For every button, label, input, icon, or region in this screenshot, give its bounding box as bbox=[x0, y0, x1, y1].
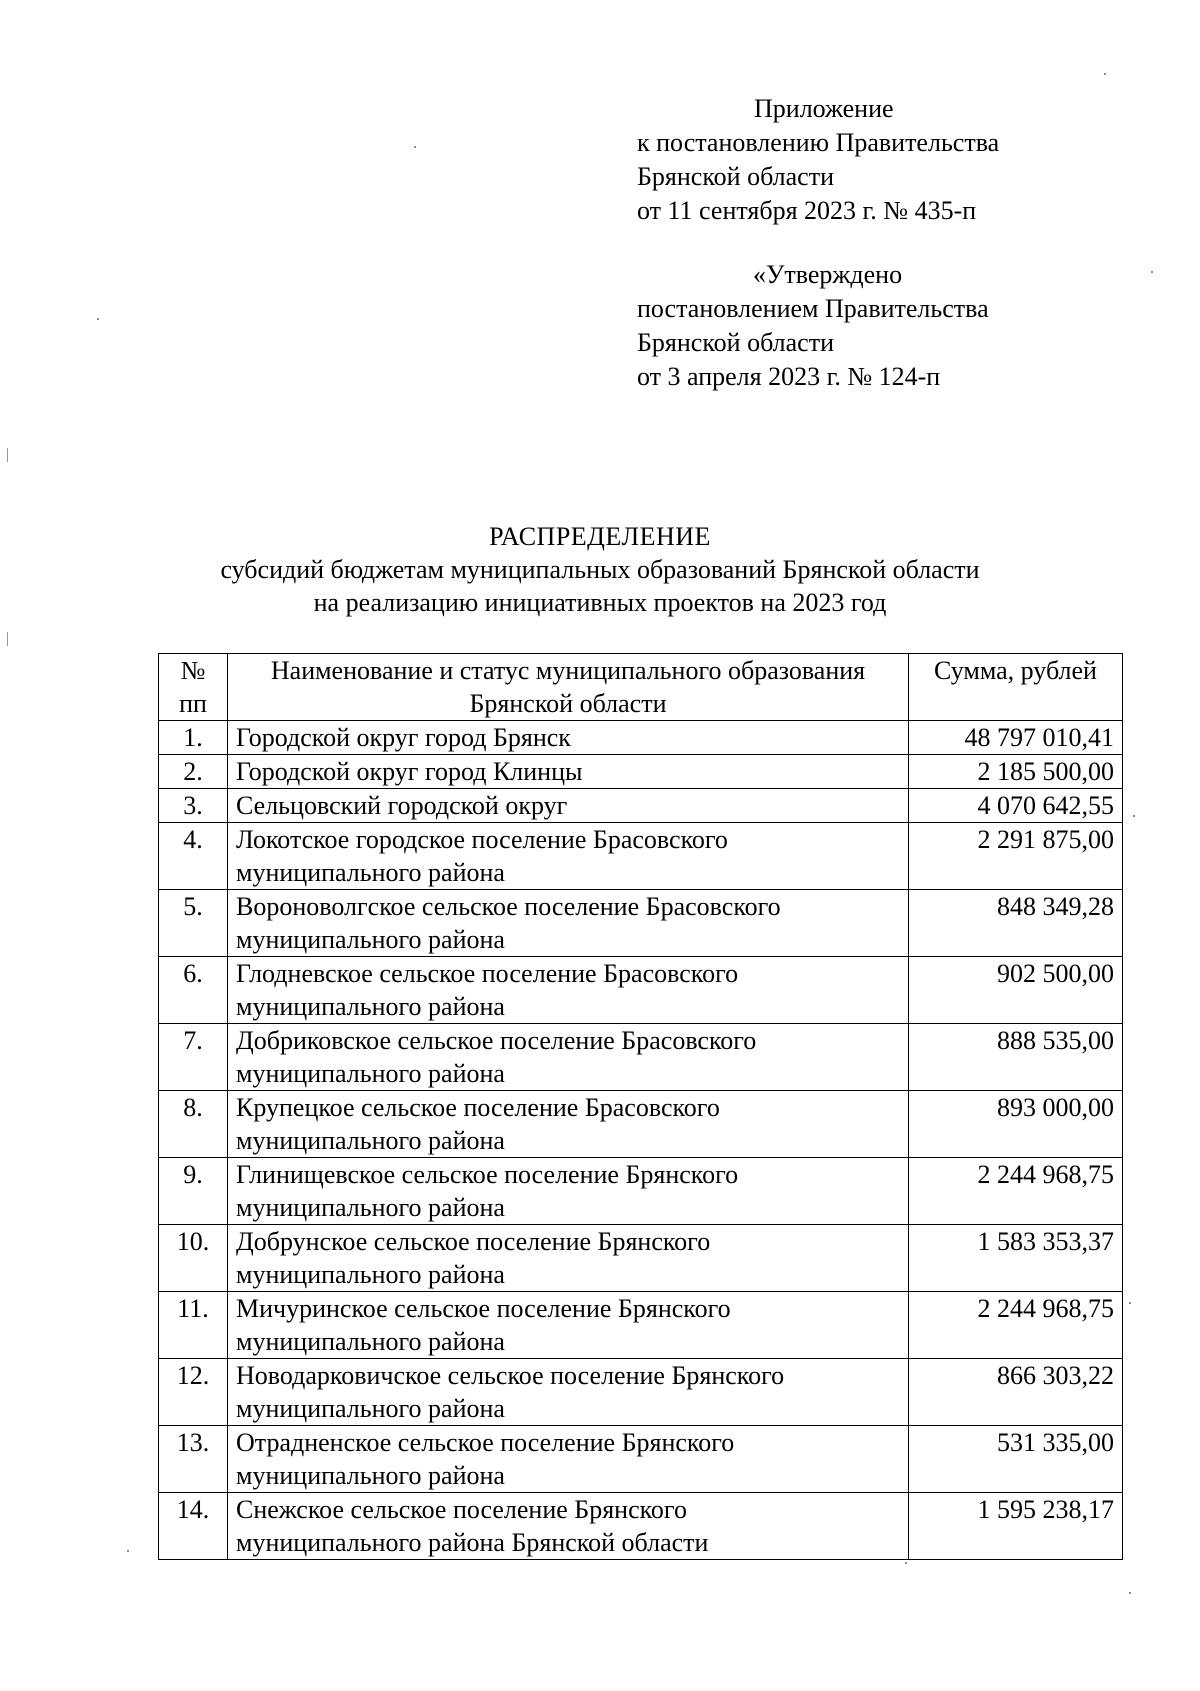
table-row bbox=[159, 1024, 1123, 1091]
table-row bbox=[159, 890, 1123, 957]
scan-speck bbox=[905, 1562, 907, 1564]
row-name-line-1: Крупецкое сельское поселение Брасовского bbox=[236, 1093, 720, 1122]
row-name-cell bbox=[228, 1493, 909, 1560]
row-name-cell bbox=[228, 755, 909, 789]
scan-mark bbox=[7, 632, 8, 646]
row-sum-cell: 2 291 875,00 bbox=[909, 823, 1123, 890]
scan-mark bbox=[7, 448, 8, 462]
row-name-cell bbox=[228, 1091, 909, 1158]
row-sum-cell: 2 244 968,75 bbox=[909, 1292, 1123, 1359]
appendix-line-4: от 11 сентября 2023 г. № 435-п bbox=[637, 196, 977, 225]
row-name-line-2: муниципального района bbox=[236, 1461, 505, 1490]
document-subtitle-1: субсидий бюджетам муниципальных образований Брянской области bbox=[220, 555, 980, 584]
row-name-line-2: муниципального района bbox=[236, 1260, 505, 1289]
row-sum-cell: 2 185 500,00 bbox=[909, 755, 1123, 789]
row-name-line-1: Сельцовский городской округ bbox=[236, 791, 568, 820]
header-num-cell bbox=[159, 654, 228, 721]
appendix-block bbox=[637, 92, 999, 394]
approved-line-3: Брянской области bbox=[637, 328, 834, 357]
row-number-cell: 2. bbox=[159, 755, 228, 789]
header-sum-cell: Сумма, рублей bbox=[909, 654, 1123, 721]
table-row bbox=[159, 1158, 1123, 1225]
row-number-cell: 9. bbox=[159, 1158, 228, 1225]
row-name-line-2: муниципального района bbox=[236, 1327, 505, 1356]
table-row bbox=[159, 1493, 1123, 1560]
row-number-cell: 6. bbox=[159, 957, 228, 1024]
table-row bbox=[159, 721, 1123, 755]
distribution-table bbox=[158, 653, 1123, 1560]
row-name-line-2: муниципального района Брянской области bbox=[236, 1528, 709, 1557]
row-sum-cell: 4 070 642,55 bbox=[909, 789, 1123, 823]
table-row bbox=[159, 755, 1123, 789]
row-sum-cell: 902 500,00 bbox=[909, 957, 1123, 1024]
row-name-cell bbox=[228, 823, 909, 890]
row-sum-cell: 1 583 353,37 bbox=[909, 1225, 1123, 1292]
scan-speck bbox=[1129, 1592, 1131, 1594]
row-sum-cell: 893 000,00 bbox=[909, 1091, 1123, 1158]
row-name-line-2: муниципального района bbox=[236, 1193, 505, 1222]
scan-speck bbox=[1104, 73, 1106, 75]
row-name-line-1: Мичуринское сельское поселение Брянского bbox=[236, 1294, 731, 1323]
row-name-cell bbox=[228, 1359, 909, 1426]
row-name-line-1: Добриковское сельское поселение Брасовского bbox=[236, 1026, 757, 1055]
row-name-line-1: Снежское сельское поселение Брянского bbox=[236, 1495, 687, 1524]
row-name-line-2: муниципального района bbox=[236, 925, 505, 954]
table-row bbox=[159, 1359, 1123, 1426]
header-name-line-2: Брянской области bbox=[469, 689, 667, 718]
table-row bbox=[159, 1225, 1123, 1292]
row-name-line-2: муниципального района bbox=[236, 992, 505, 1021]
table-row bbox=[159, 957, 1123, 1024]
row-name-line-1: Добрунское сельское поселение Брянского bbox=[236, 1227, 711, 1256]
row-sum-cell: 531 335,00 bbox=[909, 1426, 1123, 1493]
approved-line-4: от 3 апреля 2023 г. № 124-п bbox=[637, 362, 941, 391]
table-row bbox=[159, 1426, 1123, 1493]
row-name-line-1: Отрадненское сельское поселение Брянского bbox=[236, 1428, 735, 1457]
header-name-line-1: Наименование и статус муниципального образования bbox=[270, 656, 866, 685]
row-sum-cell: 2 244 968,75 bbox=[909, 1158, 1123, 1225]
row-name-line-1: Новодарковичское сельское поселение Брянского bbox=[236, 1361, 785, 1390]
row-name-cell bbox=[228, 1225, 909, 1292]
row-name-cell bbox=[228, 1426, 909, 1493]
row-sum-cell: 888 535,00 bbox=[909, 1024, 1123, 1091]
table-row bbox=[159, 789, 1123, 823]
table-row bbox=[159, 1091, 1123, 1158]
appendix-line-1: Приложение bbox=[754, 94, 894, 123]
row-sum-cell: 1 595 238,17 bbox=[909, 1493, 1123, 1560]
row-name-line-1: Глинищевское сельское поселение Брянского bbox=[236, 1160, 739, 1189]
row-name-cell bbox=[228, 1292, 909, 1359]
row-number-cell: 4. bbox=[159, 823, 228, 890]
row-name-cell bbox=[228, 1158, 909, 1225]
header-num-line-2: пп bbox=[179, 689, 207, 718]
row-name-cell bbox=[228, 1024, 909, 1091]
appendix-line-2: к постановлению Правительства bbox=[637, 128, 1000, 157]
row-sum-cell: 866 303,22 bbox=[909, 1359, 1123, 1426]
table-row bbox=[159, 1292, 1123, 1359]
row-number-cell: 12. bbox=[159, 1359, 228, 1426]
row-name-line-1: Локотское городское поселение Брасовского bbox=[236, 825, 728, 854]
row-number-cell: 8. bbox=[159, 1091, 228, 1158]
row-name-cell bbox=[228, 957, 909, 1024]
row-name-line-2: муниципального района bbox=[236, 1394, 505, 1423]
document-heading: РАСПРЕДЕЛЕНИЕ bbox=[489, 522, 711, 551]
row-number-cell: 14. bbox=[159, 1493, 228, 1560]
row-name-line-1: Глодневское сельское поселение Брасовского bbox=[236, 959, 739, 988]
row-number-cell: 13. bbox=[159, 1426, 228, 1493]
row-name-line-1: Городской округ город Клинцы bbox=[236, 757, 583, 786]
approved-line-2: постановлением Правительства bbox=[637, 294, 989, 323]
row-number-cell: 3. bbox=[159, 789, 228, 823]
row-number-cell: 7. bbox=[159, 1024, 228, 1091]
row-sum-cell: 48 797 010,41 bbox=[909, 721, 1123, 755]
row-name-line-1: Городской округ город Брянск bbox=[236, 723, 571, 752]
row-number-cell: 10. bbox=[159, 1225, 228, 1292]
scan-speck bbox=[97, 318, 99, 320]
appendix-line-3: Брянской области bbox=[637, 162, 834, 191]
row-name-cell bbox=[228, 721, 909, 755]
header-num-line-1: № bbox=[180, 656, 206, 685]
row-number-cell: 1. bbox=[159, 721, 228, 755]
header-name-cell bbox=[228, 654, 909, 721]
table-row bbox=[159, 823, 1123, 890]
row-number-cell: 5. bbox=[159, 890, 228, 957]
scan-speck bbox=[127, 1550, 129, 1552]
table-header-row bbox=[159, 654, 1123, 721]
row-name-cell bbox=[228, 890, 909, 957]
row-name-line-2: муниципального района bbox=[236, 1126, 505, 1155]
row-sum-cell: 848 349,28 bbox=[909, 890, 1123, 957]
document-title-block bbox=[0, 520, 1200, 619]
row-number-cell: 11. bbox=[159, 1292, 228, 1359]
row-name-cell bbox=[228, 789, 909, 823]
table-body bbox=[159, 721, 1123, 1560]
row-name-line-2: муниципального района bbox=[236, 1059, 505, 1088]
row-name-line-1: Вороноволгское сельское поселение Брасовского bbox=[236, 892, 781, 921]
scan-speck bbox=[1129, 1302, 1131, 1304]
scan-speck bbox=[1151, 271, 1153, 273]
row-name-line-2: муниципального района bbox=[236, 858, 505, 887]
scan-speck bbox=[1133, 815, 1135, 817]
scan-speck bbox=[414, 146, 416, 148]
document-subtitle-2: на реализацию инициативных проектов на 2023 год bbox=[313, 588, 887, 617]
approved-line-1: «Утверждено bbox=[753, 260, 903, 289]
